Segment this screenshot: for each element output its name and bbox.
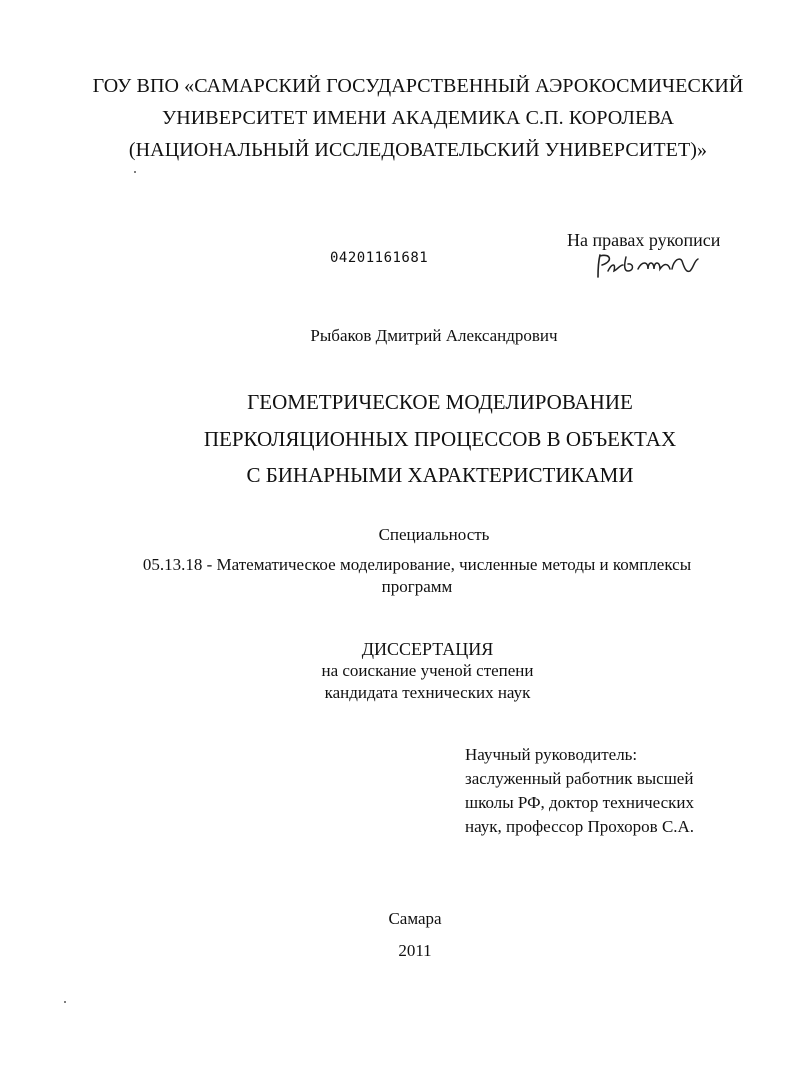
handwritten-signature xyxy=(590,247,710,287)
specialty-label: Специальность xyxy=(378,525,490,544)
institution-line: (НАЦИОНАЛЬНЫЙ ИССЛЕДОВАТЕЛЬСКИЙ УНИВЕРСИТЕТ)» xyxy=(128,139,708,161)
dissertation-title xyxy=(80,384,792,494)
dissertation-heading: ДИССЕРТАЦИЯ xyxy=(361,639,494,659)
scan-speck xyxy=(64,1001,66,1003)
title-line: ГЕОМЕТРИЧЕСКОЕ МОДЕЛИРОВАНИЕ xyxy=(247,390,633,414)
scan-speck xyxy=(134,171,136,173)
degree-line: кандидата технических наук xyxy=(324,683,531,702)
advisor-line: наук, профессор Прохоров С.А. xyxy=(465,817,695,836)
specialty-line: программ xyxy=(381,577,453,596)
author-name: Рыбаков Дмитрий Александрович xyxy=(310,326,558,345)
catalog-code: 04201161681 xyxy=(330,250,429,266)
city: Самара xyxy=(388,909,442,928)
specialty-line: 05.13.18 - Математическое моделирование, численные методы и комплексы xyxy=(142,555,692,574)
institution-line: ГОУ ВПО «САМАРСКИЙ ГОСУДАРСТВЕННЫЙ АЭРОКОСМИЧЕСКИЙ xyxy=(92,75,744,97)
year: 2011 xyxy=(398,941,432,960)
place-and-year xyxy=(0,903,792,967)
scientific-advisor xyxy=(465,743,694,839)
institution-line: УНИВЕРСИТЕТ ИМЕНИ АКАДЕМИКА С.П. КОРОЛЕВА xyxy=(161,107,675,129)
title-line: ПЕРКОЛЯЦИОННЫХ ПРОЦЕССОВ В ОБЪЕКТАХ xyxy=(203,426,677,451)
title-line: С БИНАРНЫМИ ХАРАКТЕРИСТИКАМИ xyxy=(246,463,634,487)
advisor-line: школы РФ, доктор технических xyxy=(465,793,695,812)
advisor-line: заслуженный работник высшей xyxy=(465,769,694,788)
institution-header xyxy=(60,70,776,166)
degree-line: на соискание ученой степени xyxy=(321,661,534,680)
specialty-text xyxy=(82,554,752,598)
dissertation-block xyxy=(0,638,792,704)
manuscript-notice: На правах рукописи xyxy=(567,230,721,250)
advisor-line: Научный руководитель: xyxy=(465,745,638,764)
